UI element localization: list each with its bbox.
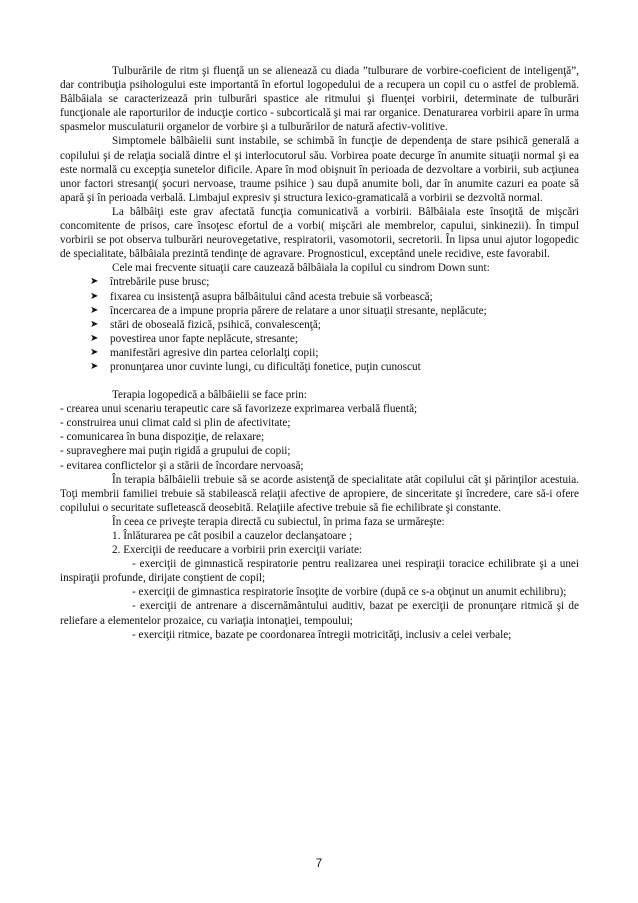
therapy-item: - evitarea conflictelor şi a stării de încordare nervoasă; (60, 459, 304, 472)
arrow-bullet-icon: ➤ (90, 346, 99, 358)
list-item: ➤ încercarea de a impune propria părere de relatare a unor situaţii stresante, neplăcute; (90, 304, 487, 317)
list-item: ➤ manifestări agresive din partea celorlalţi copii; (90, 346, 319, 359)
spacer (60, 374, 579, 388)
therapy-item: - supraveghere mai puţin rigidă a grupului de copii; (60, 445, 291, 458)
list-item: ➤ stări de oboseală fizică, psihică, convalescenţă; (90, 318, 321, 331)
therapy-item: - comunicarea în buna dispoziţie, de relaxare; (60, 431, 265, 444)
list-item: ➤ întrebările puse brusc; (90, 276, 210, 289)
page-number: 7 (315, 858, 323, 870)
paragraph-communication: La bâlbâiţi este grav afectată funcţia comunicativă a vorbirii. Bâlbâiala este însoţită de mişcări concomitente de prisos, care însoţesc efortul de a vorbi( mişcări ale membrelor, capului, sinkinezii). În timpul vorbirii se pot observa tulburări neurovegetative, respiratorii, vasomotorii, secretorii. În lipsa unui ajutor logopedic de specialitate, bâlbâiala prezintă tendinţe de agravare. Prognosticul, exceptând unele recidive, este favorabil. (60, 205, 579, 261)
arrow-bullet-icon: ➤ (90, 304, 99, 316)
arrow-bullet-icon: ➤ (90, 290, 99, 302)
paragraph-rhythm-fluency: Tulburările de ritm şi fluenţă un se alienează cu diada ”tulburare de vorbire-coeficient de inteligenţă”, dar contribuţia psihologului este importantă în efortul logopedului de a recupera un copil cu o astfel de problemă. Bâlbâiala se caracterizează prin tulburări spastice ale ritmului şi fluenţei vorbirii, determinate de tulburări funcţionale ale raporturilor de inducţie cortico - subcorticală şi mai rar organice. Denaturarea vorbirii apare în urma spasmelor musculaturii organelor de vorbire şi a tulburărilor de natură afectiv-volitive. (60, 65, 579, 134)
arrow-bullet-icon: ➤ (90, 276, 99, 288)
paragraph-symptoms: Simptomele bâlbâielii sunt instabile, se schimbă în funcţie de dependenţa de stare psihică generală a copilului şi de relaţia socială dintre el şi interlocutorul său. Vorbirea poate decurge în anumite situaţii normal şi ea este normală cu excepţia sunetelor dificile. Apare în mod obişnuit în perioada de dezvoltare a vorbirii, sub acţiunea unor factori stresanţi( şocuri nervoase, traume psihice ) sau după anumite boli, dar în anumite cazuri ea poate să apară şi în perioada verbală. Limbajul expresiv şi structura lexico-gramaticală a vorbirii se dezvoltă normal. (60, 135, 579, 204)
paragraph-family-support: În terapia bâlbâielii trebuie să se acorde asistenţă de specialitate atât copilului cât şi părinţilor acestuia. Toţi membrii familiei trebuie să stabilească relaţii afective de apropiere, de sinceritate şi încredere, care să-i ofere copilului o securitate sufletească deosebită. Relaţiile afective trebuie să fie echilibrate şi constante. (60, 473, 579, 514)
list-item: ➤ fixarea cu insistenţă asupra bâlbâitului când acesta trebuie să vorbească; (90, 290, 433, 303)
arrow-bullet-icon: ➤ (90, 332, 99, 344)
paragraph-situations-intro: Cele mai frecvente situaţii care cauzează bâlbâiala la copilul cu sindrom Down sunt: (112, 262, 490, 275)
therapy-intro: Terapia logopedică a bâlbâielii se face prin: (112, 389, 307, 402)
list-item: ➤ povestirea unor fapte neplăcute, stresante; (90, 332, 298, 345)
arrow-bullet-icon: ➤ (90, 318, 99, 330)
list-item: ➤ pronunţarea unor cuvinte lungi, cu dificultăţi fonetice, puţin cunoscut (90, 360, 421, 373)
numbered-item-2: 2. Exerciţii de reeducare a vorbirii prin exerciţii variate: (112, 544, 363, 557)
paragraph-direct-therapy: În ceea ce priveşte terapia directă cu subiectul, în prima faza se urmăreşte: (112, 515, 445, 528)
exercise-item: - exerciţii ritmice, bazate pe coordonarea întregii motricităţi, inclusiv a celei verbale; (132, 628, 512, 641)
numbered-item-1: 1. Înlăturarea pe cât posibil a cauzelor declanşatoare ; (112, 530, 353, 542)
exercise-item: - exerciţii de gimnastica respiratorie însoţite de vorbire (după ce s-a obţinut un anumit echilibru); (132, 586, 567, 599)
exercise-item: - exerciţii de gimnastică respiratorie pentru realizarea unei respiraţii toracice echilibrate şi a unei inspiraţii profunde, dirijate conştient de copil; (60, 558, 579, 585)
therapy-item: - crearea unui scenariu terapeutic care să favorizeze exprimarea verbală fluentă; (60, 403, 418, 416)
situations-list (60, 275, 579, 374)
exercise-item: - exerciţii de antrenare a discernământului auditiv, bazat pe exerciţii de pronunţare ritmică şi de reliefare a elementelor prozaice, cu variaţia intonaţiei, tempoului; (60, 600, 579, 627)
document-page (60, 64, 579, 642)
therapy-item: - construirea unui climat cald si plin de afectivitate; (60, 417, 291, 430)
arrow-bullet-icon: ➤ (90, 360, 99, 372)
